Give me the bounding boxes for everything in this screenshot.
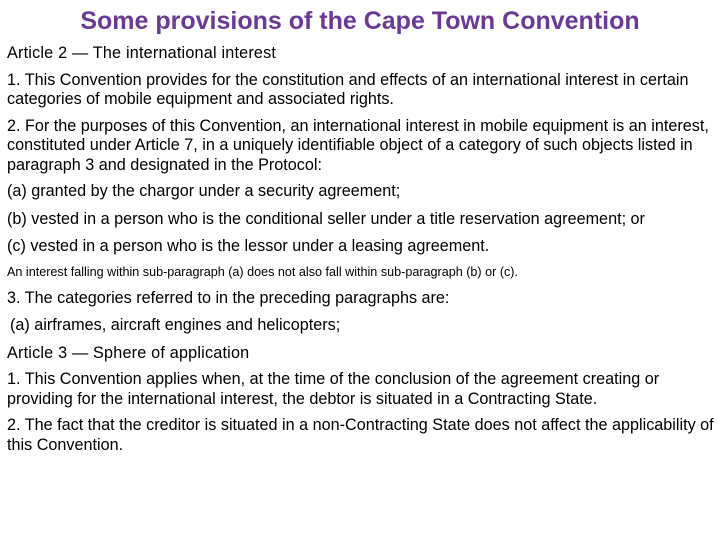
- article-3-paragraph-1: 1. This Convention applies when, at the time of the conclusion of the agreement creating or providing for the international interest, the debtor is situated in a Contracting State.: [7, 370, 660, 408]
- slide-body: [7, 44, 715, 462]
- article-2-heading: Article 2 — The international interest: [7, 44, 277, 62]
- article-2-item-b: (b) vested in a person who is the conditional seller under a title reservation agreement; or: [7, 209, 645, 228]
- article-2-item-c: (c) vested in a person who is the lessor under a leasing agreement.: [7, 237, 490, 255]
- article-2-paragraph-3: 3. The categories referred to in the preceding paragraphs are:: [7, 288, 450, 307]
- article-2-paragraph-2: 2. For the purposes of this Convention, an international interest in mobile equipment is an interest, constituted under Article 7, in a uniquely identifiable object of a category of such objects listed in paragraph 3 and designated in the Protocol:: [7, 116, 709, 174]
- article-2-category-a: (a) airframes, aircraft engines and helicopters;: [10, 316, 341, 334]
- slide-title: Some provisions of the Cape Town Convention: [80, 7, 640, 35]
- article-2-note: An interest falling within sub-paragraph (a) does not also fall within sub-paragraph (b) or (c).: [7, 264, 518, 279]
- article-2-paragraph-1: 1. This Convention provides for the constitution and effects of an international interest in certain categories of mobile equipment and associated rights.: [7, 70, 689, 108]
- article-2-item-a: (a) granted by the chargor under a security agreement;: [7, 182, 401, 200]
- article-3-paragraph-2: 2. The fact that the creditor is situated in a non-Contracting State does not affect the applicability of this Convention.: [7, 416, 714, 454]
- article-3-heading: Article 3 — Sphere of application: [7, 343, 250, 362]
